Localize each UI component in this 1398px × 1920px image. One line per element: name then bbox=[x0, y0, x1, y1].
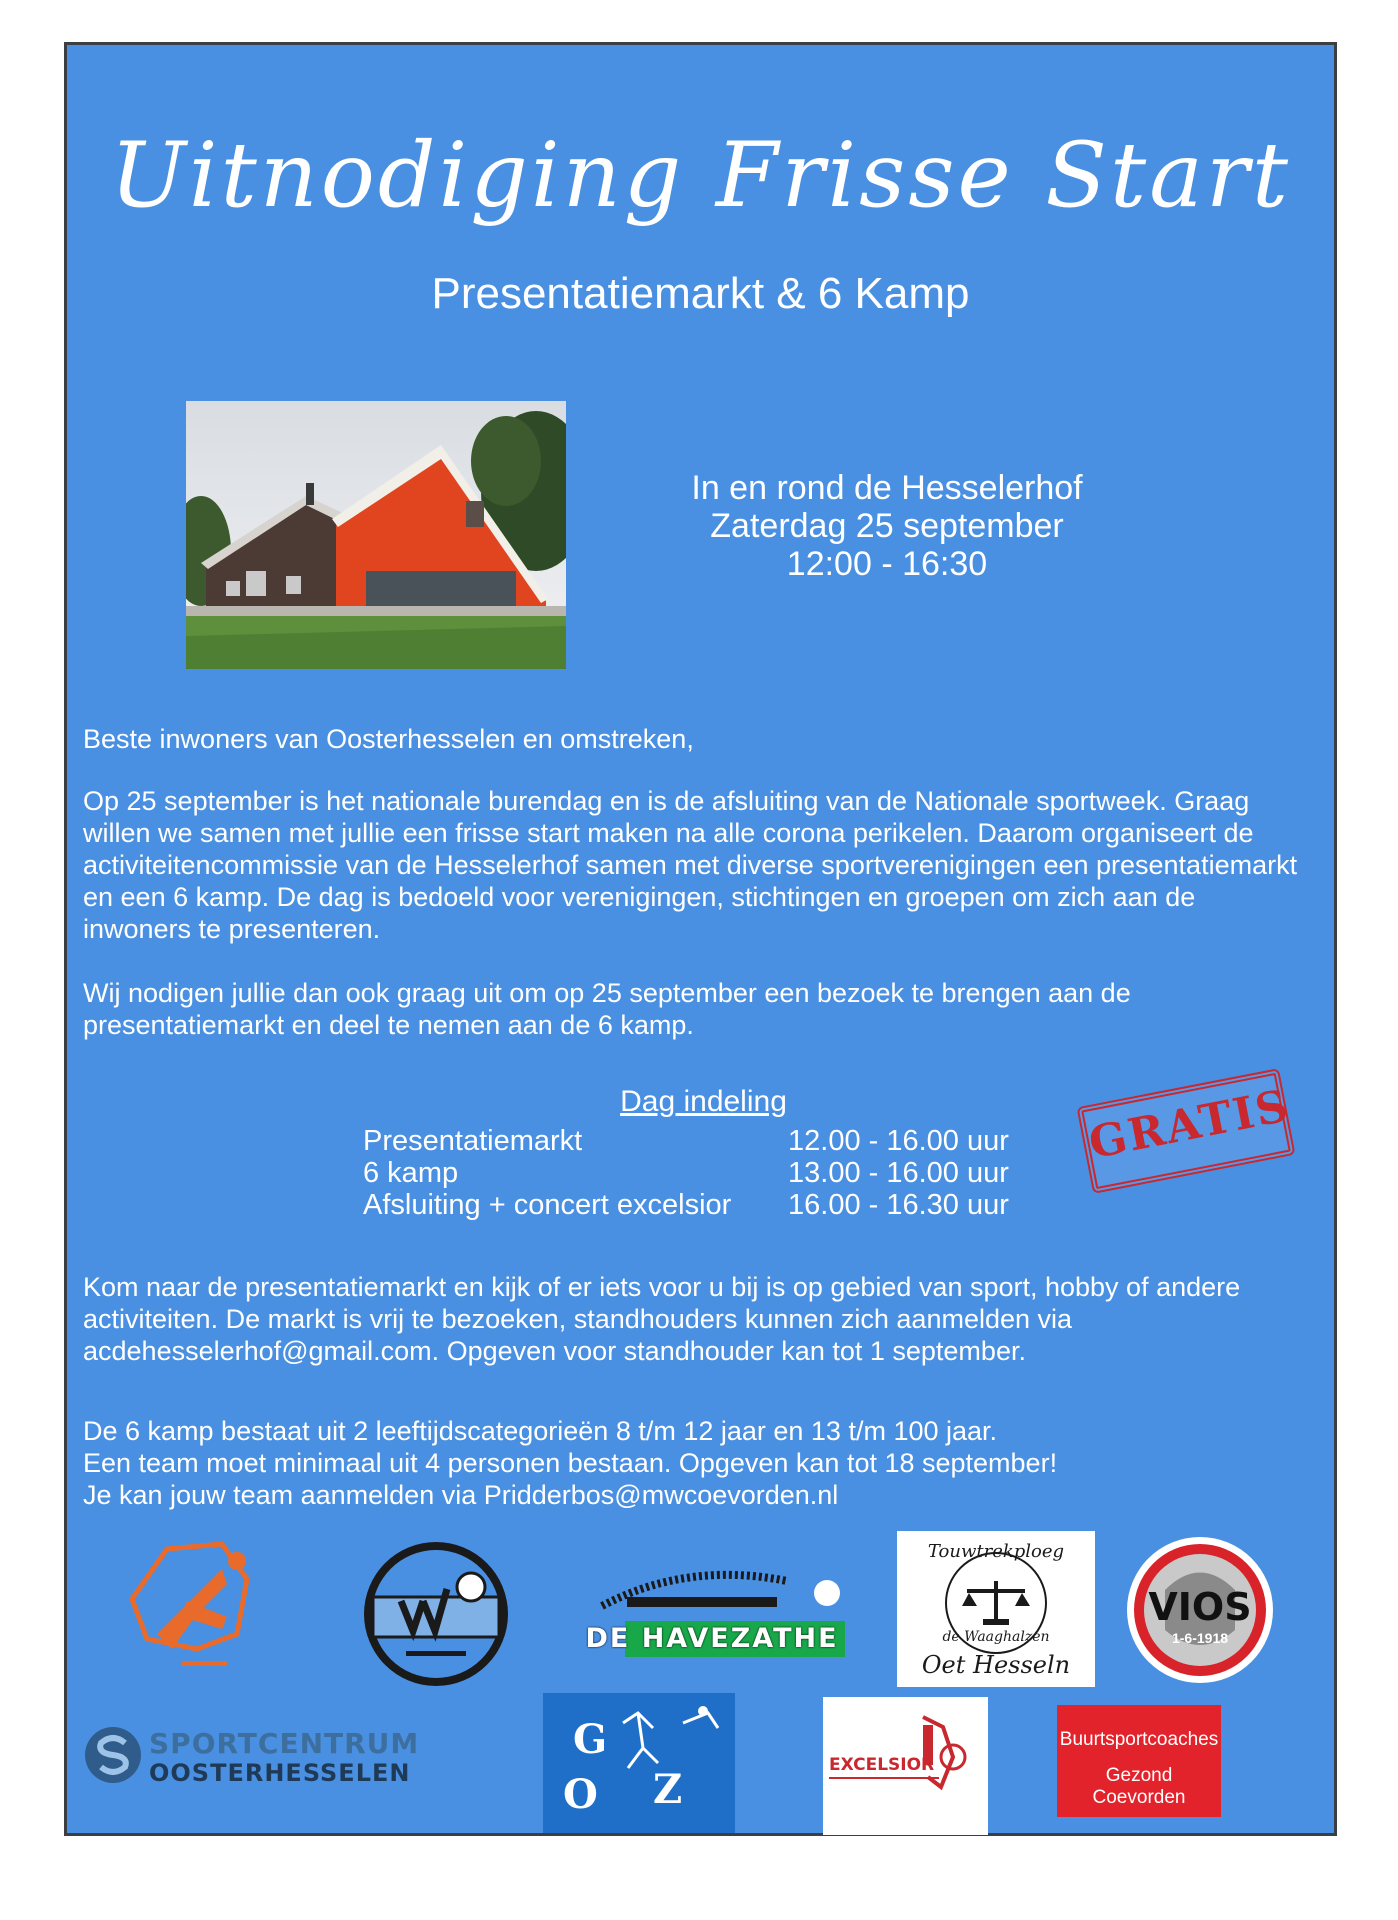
havezathe-logo bbox=[577, 1551, 847, 1661]
building-photo bbox=[186, 401, 566, 669]
vios-logo bbox=[1125, 1535, 1275, 1685]
schedule-time: 16.00 - 16.30 uur bbox=[788, 1189, 1009, 1221]
svg-text:O: O bbox=[563, 1771, 598, 1818]
touwtrek-mid-text: de Waaghalzen bbox=[942, 1629, 1050, 1645]
competition-line: Je kan jouw team aanmelden via Pridderbos@mwcoevorden.nl bbox=[83, 1480, 839, 1510]
schedule-table bbox=[363, 1125, 1009, 1221]
schedule-label: Afsluiting + concert excelsior bbox=[363, 1189, 732, 1221]
schedule-time: 12.00 - 16.00 uur bbox=[788, 1125, 1009, 1157]
schedule-time: 13.00 - 16.00 uur bbox=[788, 1157, 1009, 1189]
time-line: 12:00 - 16:30 bbox=[786, 545, 988, 583]
ogz-logo bbox=[543, 1693, 735, 1833]
competition-line: Een team moet minimaal uit 4 personen bestaan. Opgeven kan tot 18 september! bbox=[83, 1448, 1058, 1478]
excelsior-divider bbox=[829, 1777, 939, 1779]
invitation-poster bbox=[64, 42, 1337, 1836]
intro-paragraph: Op 25 september is het nationale burendag en is de afsluiting van de Nationale sportweek. Graag willen we samen met jullie een frisse start maken na alle corona perikelen. Daarom organiseert de activiteitencommissie van de Hesselerhof samen met diverse sportverenigingen een presentatiemarkt en een 6 kamp. De dag is bedoeld voor verenigingen, stichtingen en groepen om zich aan de inwoners te presenteren. bbox=[83, 786, 1298, 944]
handball-logo bbox=[127, 1539, 277, 1679]
vios-name: VIOS bbox=[1148, 1585, 1252, 1629]
event-location-time bbox=[667, 469, 1107, 583]
touwtrek-top-text: Touwtrekploeg bbox=[927, 1541, 1065, 1562]
schedule-row bbox=[363, 1189, 1009, 1221]
volleyball-club-logo bbox=[361, 1539, 511, 1689]
sportcentrum-line2: OOSTERHESSELEN bbox=[149, 1759, 411, 1787]
excelsior-logo bbox=[823, 1697, 988, 1835]
schedule-label: Presentatiemarkt bbox=[363, 1125, 583, 1157]
market-paragraph: Kom naar de presentatiemarkt en kijk of er iets voor u bij is op gebied van sport, hobby of andere activiteiten. De markt is vrij te bezoeken, standhouders kunnen zich aanmelden via acdehesselerhof@gmail.com. Opgeven voor standhouder kan tot 1 september. bbox=[83, 1272, 1241, 1366]
poster-title: Uitnodiging Frisse Start bbox=[109, 123, 1292, 228]
schedule-heading: Dag indeling bbox=[620, 1085, 787, 1118]
competition-paragraph bbox=[83, 1415, 1303, 1511]
buurtsportcoaches-logo bbox=[1057, 1705, 1221, 1817]
poster-subtitle: Presentatiemarkt & 6 Kamp bbox=[431, 269, 970, 318]
vios-date: 1-6-1918 bbox=[1171, 1630, 1229, 1646]
schedule-row bbox=[363, 1125, 1009, 1157]
location-line: In en rond de Hesselerhof bbox=[691, 469, 1083, 507]
date-line: Zaterdag 25 september bbox=[710, 507, 1064, 545]
excelsior-name: EXCELSIOR bbox=[829, 1755, 935, 1775]
greeting: Beste inwoners van Oosterhesselen en omstreken, bbox=[83, 724, 694, 754]
schedule-row bbox=[363, 1157, 1009, 1189]
touwtrek-bottom-text: Oet Hesseln bbox=[921, 1651, 1071, 1679]
touwtrekploeg-logo bbox=[897, 1531, 1095, 1687]
havezathe-name: DE HAVEZATHE bbox=[585, 1623, 839, 1654]
invite-paragraph: Wij nodigen jullie dan ook graag uit om op 25 september een bezoek te brengen aan de presentatiemarkt en deel te nemen aan de 6 kamp. bbox=[83, 978, 1131, 1040]
buurtsport-line1: Buurtsportcoaches bbox=[1059, 1729, 1219, 1750]
sportcentrum-line1: SPORTCENTRUM bbox=[149, 1727, 420, 1760]
buurtsport-line2: Gezond Coevorden bbox=[1092, 1765, 1186, 1808]
svg-text:G: G bbox=[573, 1716, 608, 1763]
gratis-stamp: GRATIS bbox=[1076, 1068, 1295, 1194]
sportcentrum-logo bbox=[83, 1717, 443, 1793]
svg-text:Z: Z bbox=[653, 1766, 683, 1813]
competition-line: De 6 kamp bestaat uit 2 leeftijdscategorieën 8 t/m 12 jaar en 13 t/m 100 jaar. bbox=[83, 1416, 998, 1446]
schedule-label: 6 kamp bbox=[363, 1157, 459, 1189]
